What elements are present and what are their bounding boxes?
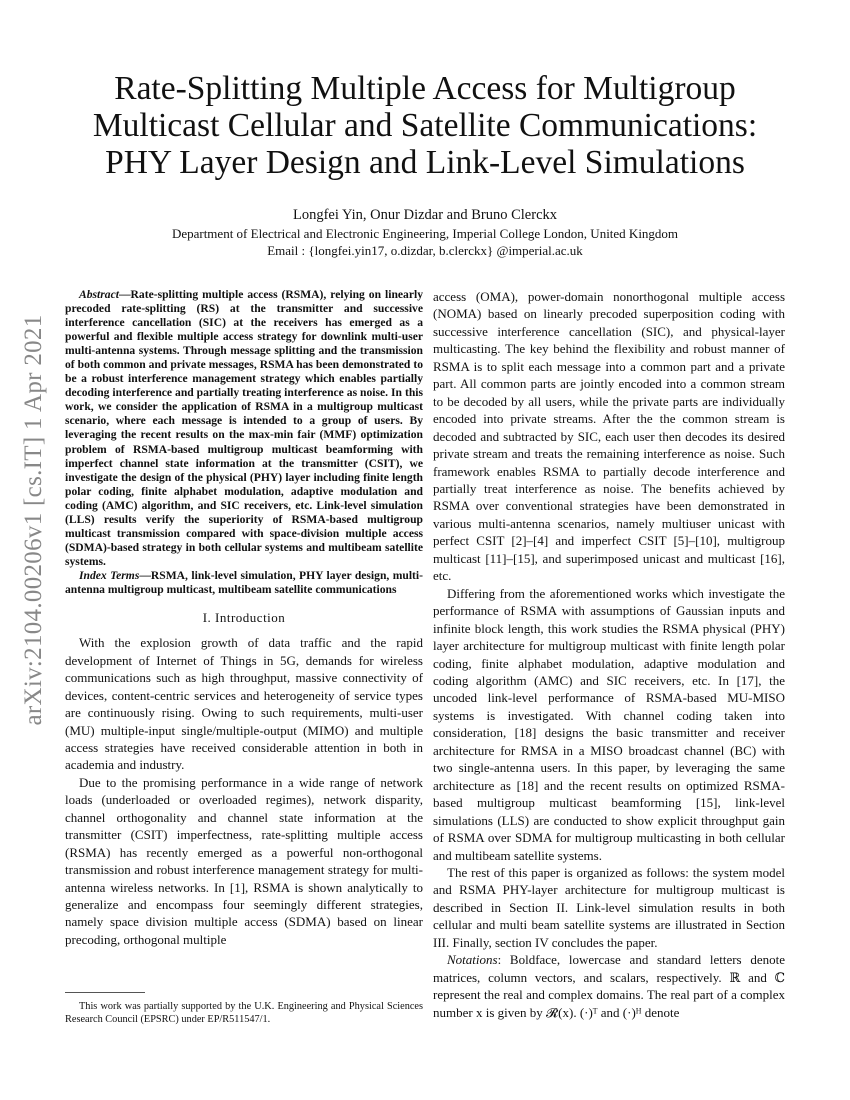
author-list: Longfei Yin, Onur Dizdar and Bruno Clerckx	[292, 207, 558, 223]
abstract	[65, 288, 423, 569]
footnote-rule	[65, 992, 145, 993]
right-column	[433, 288, 785, 1021]
title-line-3: PHY Layer Design and Link-Level Simulations	[105, 144, 745, 181]
index-terms-text: —RSMA, link-level simulation, PHY layer design, multi-antenna multigroup multicast, multibeam satellite communications	[65, 568, 423, 596]
index-terms	[65, 569, 423, 597]
title-line-2: Multicast Cellular and Satellite Communications:	[92, 107, 758, 144]
notations-text: : Boldface, lowercase and standard letters denote matrices, column vectors, and scalars, respectively. ℝ and ℂ represent the real and complex domains. The real part of a complex number x is given by 𝓡(x). (·)ᵀ and (·)ᴴ denote	[433, 952, 785, 1020]
footnote-text: This work was partially supported by the U.K. Engineering and Physical Sciences Research Council (EPSRC) under EP/R511547/1.	[65, 1001, 423, 1025]
section-heading-introduction: I. Introduction	[202, 610, 286, 626]
index-terms-label: Index Terms	[79, 568, 140, 582]
title-line-1: Rate-Splitting Multiple Access for Multigroup	[114, 70, 736, 107]
left-column	[65, 288, 423, 948]
intro-paragraph-2-continued: access (OMA), power-domain nonorthogonal multiple access (NOMA) based on linearly precoded superposition coding with successive interference cancellation (SIC), and physical-layer multicasting. The key behind the flexibility and robust manner of RSMA is to split each message into a common part and a private part. All common parts are jointly encoded into a common stream to be decoded by all users, while the private parts are individually encoded into private streams. After the the common stream is decoded and subtracted by SIC, each user then decodes its desired private stream and treats the remaining interference as noise. Such framework enables RSMA to partially decode interference and partially treat interference as noise. The benefits achieved by RSMA over conventional strategies have been demonstrated in various multi-antenna scenarios, namely multiuser unicast with perfect CSIT [2]–[4] and imperfect CSIT [5]–[10], multigroup multicast [11]–[15], and superimposed unicast and multicast [16], etc.	[433, 289, 785, 584]
abstract-label: Abstract	[79, 288, 119, 301]
intro-paragraph-3: Differing from the aforementioned works which investigate the performance of RSMA with assumptions of Gaussian inputs and infinite block length, this work studies the RSMA physical (PHY) layer architecture for multigroup multicast with finite length polar coding, finite alphabet modulation, adaptive modulation and coding algorithm (AMC) and SIC receivers, etc. In [17], the uncoded link-level performance of RSMA-based MU-MISO systems is investigated. With channel coding taken into consideration, [18] designs the basic transmitter and receiver architecture for RMSA in a MISO broadcast channel (BC) with two single-antenna users. In this paper, by leveraging the same architecture as [18] and the recent results on optimized RSMA-based multigroup multicast beamforming [15], link-level simulations (LLS) are conducted to show explicit throughput gain of RSMA over SDMA for multigroup multicasting in both cellular and multibeam satellite systems.	[433, 585, 785, 863]
arxiv-side-stamp	[8, 285, 60, 755]
arxiv-identifier: arXiv:2104.00206v1 [cs.IT] 1 Apr 2021	[20, 314, 47, 726]
paper-title	[60, 70, 790, 181]
intro-paragraph-2: Due to the promising performance in a wide range of network loads (underloaded or overloaded regimes), network disparity, channel orthogonality and channel state information at the transmitter (CSIT) imperfectness, rate-splitting multiple access (RSMA) has recently emerged as a powerful non-orthogonal transmission and robust interference management strategy for multi-antenna wireless networks. In [1], RSMA is shown analytically to generalize and encompass four seemingly different strategies, namely space division multiple access (SDMA) based on linear precoding, orthogonal multiple	[65, 774, 423, 947]
email-line: Email : {longfei.yin17, o.dizdar, b.clerckx} @imperial.ac.uk	[267, 243, 583, 258]
intro-paragraph-4: The rest of this paper is organized as follows: the system model and RSMA PHY-layer architecture for multigroup multicast is described in Section II. Link-level simulation results in both cellular and multi beam satellite systems are illustrated in Section III. Finally, section IV concludes the paper.	[433, 864, 785, 950]
notations-label: Notations	[447, 952, 498, 968]
intro-paragraph-1: With the explosion growth of data traffic and the rapid development of Internet of Things in 5G, demands for wireless communications such as high throughput, massive connectivity of devices, content-centric services and heterogeneity of service types are continuously rising. Owing to such requirements, multi-user (MU) multiple-input single/multiple-output (MIMO) and multiple access strategies have received considerable attention in both in academia and industry.	[65, 635, 423, 773]
abstract-text: —Rate-splitting multiple access (RSMA), relying on linearly precoded rate-splitting (RS) at the transmitter and successive interference cancellation (SIC) at the receivers has emerged as a powerful and flexible multiple access strategy for downlink multi-user multi-antenna systems. Through message splitting and the transmission of both common and private messages, RSMA has been demonstrated to be a robust interference management strategy which enables partially decoding interference and partially treating interference as noise. In this work, we consider the application of RSMA in a multigroup multicast scenario, where each message is intended to a group of users. By leveraging the recent results on the max-min fair (MMF) optimization problem of RSMA-based multigroup multicast beamforming with imperfect channel state information at the transmitter (CSIT), we investigate the design of the physical (PHY) layer including finite length polar coding, finite alphabet modulation, adaptive modulation and coding (AMC) algorithm, and SIC receivers, etc. Link-level simulation (LLS) results verify the superiority of RSMA-based multigroup multicast transmission compared with space-division multiple access (SDMA)-based strategy in both cellular systems and multibeam satellite systems.	[65, 288, 423, 568]
notations-paragraph	[433, 951, 785, 1021]
footnote	[65, 1001, 423, 1026]
affiliation: Department of Electrical and Electronic Engineering, Imperial College London, United Kingdom	[171, 226, 679, 241]
